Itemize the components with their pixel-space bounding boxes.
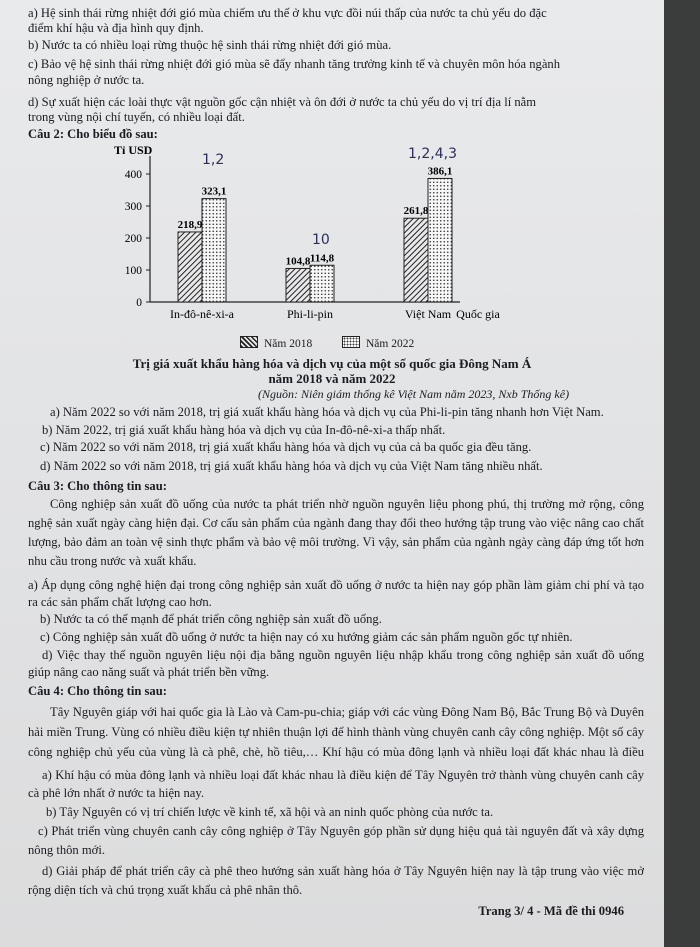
x-axis-label: Quốc gia bbox=[456, 307, 500, 321]
handwritten-mark-1: 1,2 bbox=[202, 152, 225, 168]
legend-swatch-2022 bbox=[342, 336, 360, 348]
q1-option-c-line2: nông nghiệp ở nước ta. bbox=[28, 73, 145, 87]
chart-source: (Nguồn: Niên giám thống kê Việt Nam năm 2023, Nxb Thống kê) bbox=[258, 387, 570, 401]
q4-option-b: b) Tây Nguyên có vị trí chiến lược về kinh tế, xã hội và an ninh quốc phòng của nước ta. bbox=[46, 805, 494, 819]
legend-swatch-2018 bbox=[240, 336, 258, 348]
legend-label-2018: Năm 2018 bbox=[264, 338, 313, 350]
data-label: 323,1 bbox=[201, 185, 227, 198]
q1-option-a-line1: a) Hệ sinh thái rừng nhiệt đới gió mùa chiếm ưu thế ở khu vực đồi núi thấp của nước ta chủ yếu do đặc bbox=[28, 6, 547, 20]
handwritten-mark-3: 1,2,4,3 bbox=[408, 146, 457, 162]
legend-label-2022: Năm 2022 bbox=[366, 338, 415, 350]
legend-2018 bbox=[240, 336, 312, 350]
category-label: Việt Nam bbox=[404, 307, 452, 321]
y-axis-label: Tỉ USD bbox=[114, 143, 153, 157]
page-footer: Trang 3/ 4 - Mã đề thi 0946 bbox=[478, 904, 624, 918]
q1-option-d-line2: trong vùng nội chí tuyến, có nhiều loại đất. bbox=[28, 110, 245, 124]
bar-2022 bbox=[428, 178, 452, 302]
data-label: 261,8 bbox=[403, 205, 429, 218]
question-2-title: Câu 2: Cho biểu đồ sau: bbox=[28, 127, 158, 141]
question-4-title: Câu 4: Cho thông tin sau: bbox=[28, 684, 167, 698]
q1-option-d-line1: d) Sự xuất hiện các loài thực vật nguồn gốc cận nhiệt và ôn đới ở nước ta chủ yếu do vị trí địa lí nằm bbox=[28, 95, 537, 109]
q2-option-d: d) Năm 2022 so với năm 2018, trị giá xuất khẩu hàng hóa và dịch vụ của Việt Nam tăng nhiều nhất. bbox=[40, 459, 543, 473]
q1-option-a-line2: điểm khí hậu và địa hình quy định. bbox=[28, 21, 204, 35]
q2-option-b: b) Năm 2022, trị giá xuất khẩu hàng hóa và dịch vụ của In-đô-nê-xi-a thấp nhất. bbox=[42, 423, 446, 437]
question-3-title: Câu 3: Cho thông tin sau: bbox=[28, 479, 167, 493]
bar-2018 bbox=[404, 218, 428, 302]
q1-option-c-line1: c) Bảo vệ hệ sinh thái rừng nhiệt đới gió mùa sẽ đẩy nhanh tăng trưởng kinh tế và chuyên môn hóa ngành bbox=[28, 57, 560, 71]
q3-paragraph: Công nghiệp sản xuất đồ uống của nước ta phát triển nhờ nguồn nguyên liệu phong phú, thị trường mở rộng, công nghệ sản xuất ngày càng hiện đại. Cơ cấu sản phẩm của ngành đang thay đổi theo hướng tập trung vào việc nâng cao chất lượng, bảo đảm an toàn vệ sinh thực phẩm và bảo vệ môi trường. Vì vậy, sản phẩm của ngành ngày càng đáp ứng tốt hơn nhu cầu trong nước và xuất khẩu. bbox=[28, 497, 644, 568]
bar-2018 bbox=[286, 268, 310, 302]
q4-option-a: a) Khí hậu có mùa đông lạnh và nhiều loại đất khác nhau là điều kiện để Tây Nguyên trở thành vùng chuyên canh cây cà phê lớn nhất ở nước ta hiện nay. bbox=[28, 768, 644, 800]
q2-option-a: a) Năm 2022 so với năm 2018, trị giá xuất khẩu hàng hóa và dịch vụ của Phi-li-pin tăng nhanh hơn Việt Nam. bbox=[50, 405, 604, 419]
bar-2018 bbox=[178, 232, 202, 302]
q4-paragraph: Tây Nguyên giáp với hai quốc gia là Lào và Cam-pu-chia; giáp với các vùng Đông Nam Bộ, Bắc Trung Bộ và Duyên hải miền Trung. Vùng có nhiều điều kiện tự nhiên thuận lợi để hình thành vùng chuyên canh cây công nghiệp. Một số cây công nghiệp chủ yếu của vùng là cà phê, chè, hồ tiêu,… Khí hậu có mùa đông lạnh và nhiều loại đất khác nhau là điều bbox=[28, 705, 644, 759]
y-tick-label: 200 bbox=[124, 233, 142, 245]
chart-title-2: năm 2018 và năm 2022 bbox=[268, 371, 396, 386]
q1-option-b: b) Nước ta có nhiều loại rừng thuộc hệ sinh thái rừng nhiệt đới gió mùa. bbox=[28, 38, 392, 52]
data-label: 386,1 bbox=[427, 165, 453, 178]
data-label: 114,8 bbox=[309, 252, 335, 265]
y-tick-label: 0 bbox=[136, 297, 142, 309]
handwritten-mark-2: 10 bbox=[312, 232, 330, 248]
q3-option-a: a) Áp dụng công nghệ hiện đại trong công nghiệp sản xuất đồ uống ở nước ta hiện nay góp phần làm giảm chi phí và tạo ra các sản phẩm chất lượng cao hơn. bbox=[28, 578, 644, 609]
y-tick-label: 400 bbox=[124, 169, 142, 181]
category-label: In-đô-nê-xi-a bbox=[170, 307, 234, 321]
data-label: 218,9 bbox=[177, 218, 203, 231]
y-tick-label: 300 bbox=[124, 201, 142, 213]
bar-2022 bbox=[310, 265, 334, 302]
data-label: 104,8 bbox=[285, 255, 311, 268]
chart-title: Trị giá xuất khẩu hàng hóa và dịch vụ của một số quốc gia Đông Nam Á bbox=[132, 356, 532, 371]
q3-option-b: b) Nước ta có thế mạnh để phát triển công nghiệp sản xuất đồ uống. bbox=[40, 612, 382, 626]
y-tick-label: 100 bbox=[124, 265, 142, 277]
q2-option-c: c) Năm 2022 so với năm 2018, trị giá xuất khẩu hàng hóa và dịch vụ của cả ba quốc gia đều tăng. bbox=[40, 440, 532, 454]
legend-2022 bbox=[342, 336, 414, 350]
q3-option-d: d) Việc thay thế nguồn nguyên liệu nội địa bằng nguồn nguyên liệu nhập khẩu trong công nghiệp sản xuất đồ uống giúp nâng cao năng suất và phát triển bền vững. bbox=[28, 648, 644, 679]
q4-option-c: c) Phát triển vùng chuyên canh cây công nghiệp ở Tây Nguyên góp phần sử dụng hiệu quả tài nguyên đất và xây dựng nông thôn mới. bbox=[28, 824, 644, 857]
bar-2022 bbox=[202, 199, 226, 302]
q3-option-c: c) Công nghiệp sản xuất đồ uống ở nước ta hiện nay có xu hướng giảm các sản phẩm nguồn gốc tự nhiên. bbox=[40, 630, 573, 644]
category-label: Phi-li-pin bbox=[286, 307, 334, 321]
q4-option-d: d) Giải pháp để phát triển cây cà phê theo hướng sản xuất hàng hóa ở Tây Nguyên hiện nay là tập trung vào việc mở rộng diện tích và chú trọng xuất khẩu cả phê nhân thô. bbox=[28, 864, 644, 897]
